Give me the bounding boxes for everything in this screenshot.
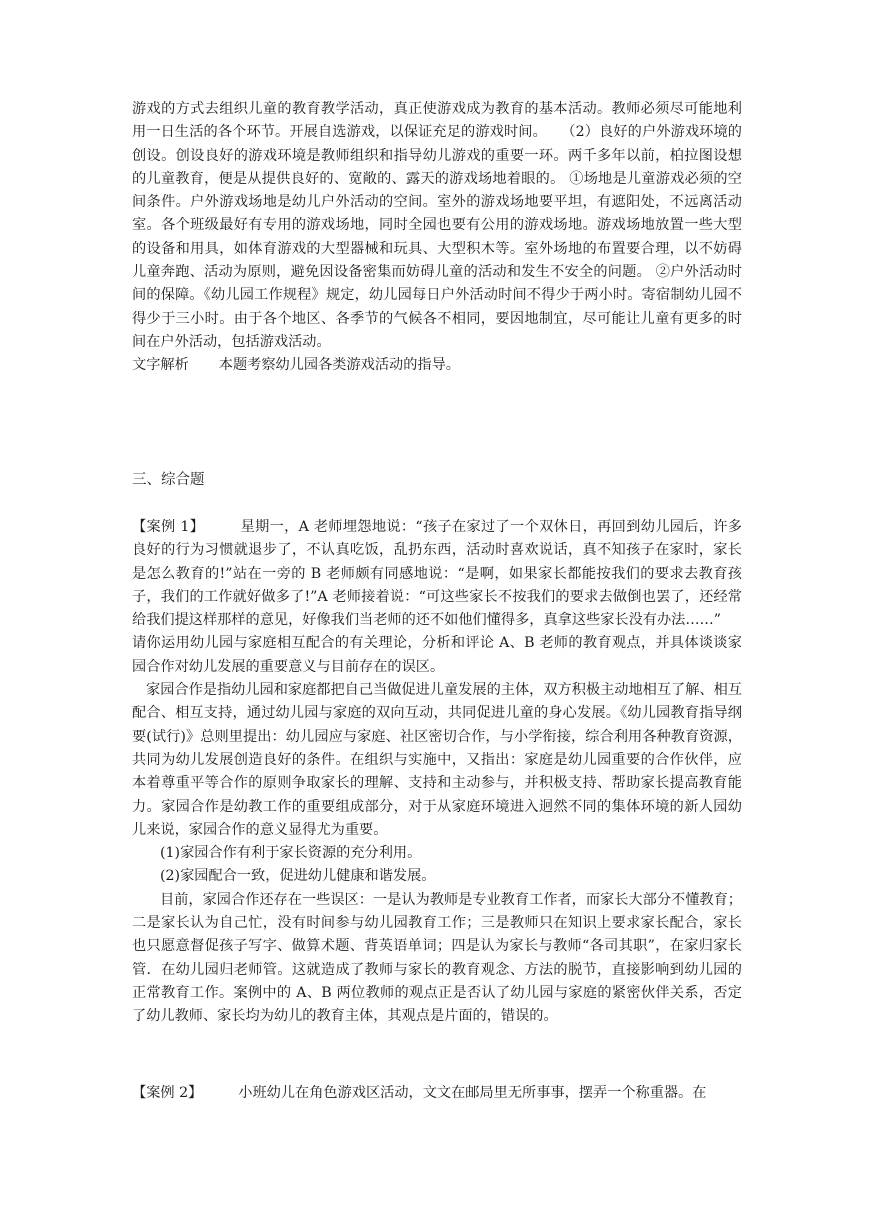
case1-text: 星期一，A 老师埋怨地说：“孩子在家过了一个双休日，再回到幼儿园后，许多良好的行为习惯就退步了，不认真吃饭，乱扔东西，活动时喜欢说话，真不知孩子在家时，家长是怎么教育的!”站在一旁的 B 老师颇有同感地说：“是啊，如果家长都能按我们的要求去教育孩子，我们的工作就好做多了!”A 老师接着说：“可这些家长不按我们的要求去做倒也罢了，还经常给我们提这样那样的意见，好像我们当老师的还不如他们懂得多，真拿这些家长没有办法……” bbox=[132, 519, 742, 629]
analysis-line bbox=[132, 354, 742, 377]
case2-block bbox=[132, 1082, 742, 1105]
case1-answer-point-2: (2)家园配合一致，促进幼儿健康和谐发展。 bbox=[160, 868, 436, 885]
case1-block bbox=[132, 516, 742, 1029]
analysis-label: 文字解析 bbox=[132, 357, 189, 374]
case1-answer-misconceptions: 目前，家园合作还存在一些误区：一是认为教师是专业教育工作者，而家长大部分不懂教育；二是家长认为自己忙，没有时间参与幼儿园教育工作；三是教师只在知识上要求家长配合，家长也只愿意督促孩子写字、做算术题、背英语单词；四是认为家长与教师“各司其职”，在家归家长管．在幼儿园归老师管。这就造成了教师与家长的教育观念、方法的脱节，直接影响到幼儿园的正常教育工作。案例中的 A、B 两位教师的观点正是否认了幼儿园与家庭的紧密伙伴关系，否定了幼儿教师、家长均为幼儿的教育主体，其观点是片面的，错误的。 bbox=[132, 891, 742, 1025]
case2-text: 小班幼儿在角色游戏区活动，文文在邮局里无所事事，摆弄一个称重器。在 bbox=[238, 1085, 707, 1101]
intro-paragraph: 游戏的方式去组织儿童的教育教学活动，真正使游戏成为教育的基本活动。教师必须尽可能地利用一日生活的各个环节。开展自选游戏，以保证充足的游戏时间。 （2）良好的户外游戏环境的创设。创设良好的游戏环境是教师组织和指导幼儿游戏的重要一环。两千多年以前，柏拉图设想的儿童教育，便是从提供良好的、宽敞的、露天的游戏场地着眼的。 ①场地是儿童游戏必须的空间条件。户外游戏场地是幼儿户外活动的空间。室外的游戏场地要平坦，有遮阳处，不远离活动室。各个班级最好有专用的游戏场地，同时全园也要有公用的游戏场地。游戏场地放置一些大型的设备和用具，如体育游戏的大型器械和玩具、大型积木等。室外场地的布置要合理，以不妨碍儿童奔跑、活动为原则，避免因设备密集而妨碍儿童的活动和发生不安全的问题。 ②户外活动时间的保障。《幼儿园工作规程》规定，幼儿园每日户外活动时间不得少于两小时。寄宿制幼儿园不得少于三小时。由于各个地区、各季节的气候各不相同，要因地制宜，尽可能让儿童有更多的时间在户外活动，包括游戏活动。 bbox=[132, 101, 742, 350]
analysis-text: 本题考察幼儿园各类游戏活动的指导。 bbox=[218, 357, 460, 374]
case1-label: 【案例 1】 bbox=[132, 519, 205, 535]
case1-question: 请你运用幼儿园与家庭相互配合的有关理论，分析和评论 A、B 老师的教育观点，并具体谈谈家园合作对幼儿发展的重要意义与目前存在的误区。 bbox=[132, 635, 742, 675]
section-title: 三、综合题 bbox=[132, 472, 205, 488]
case2-paragraph bbox=[132, 1082, 742, 1105]
case1-answer-point-1: (1)家园合作有利于家长资源的充分利用。 bbox=[160, 845, 422, 862]
case1-answer-paragraph: 家园合作是指幼儿园和家庭都把自己当做促进儿童发展的主体，双方积极主动地相互了解、相互配合、相互支持，通过幼儿园与家庭的双向互动，共同促进儿童的身心发展。《幼儿园教育指导纲要(试行)》总则里提出：幼儿园应与家庭、社区密切合作，与小学衔接，综合利用各种教育资源，共同为幼儿发展创造良好的条件。在组织与实施中，又指出：家庭是幼儿园重要的合作伙伴，应本着尊重平等合作的原则争取家长的理解、支持和主动参与，并积极支持、帮助家长提高教育能力。家园合作是幼教工作的重要组成部分，对于从家庭环境进入迥然不同的集体环境的新人园幼儿来说，家园合作的意义显得尤为重要。 bbox=[132, 682, 742, 838]
case2-label: 【案例 2】 bbox=[132, 1085, 203, 1101]
case1-paragraph bbox=[132, 516, 742, 632]
intro-block bbox=[132, 98, 742, 378]
